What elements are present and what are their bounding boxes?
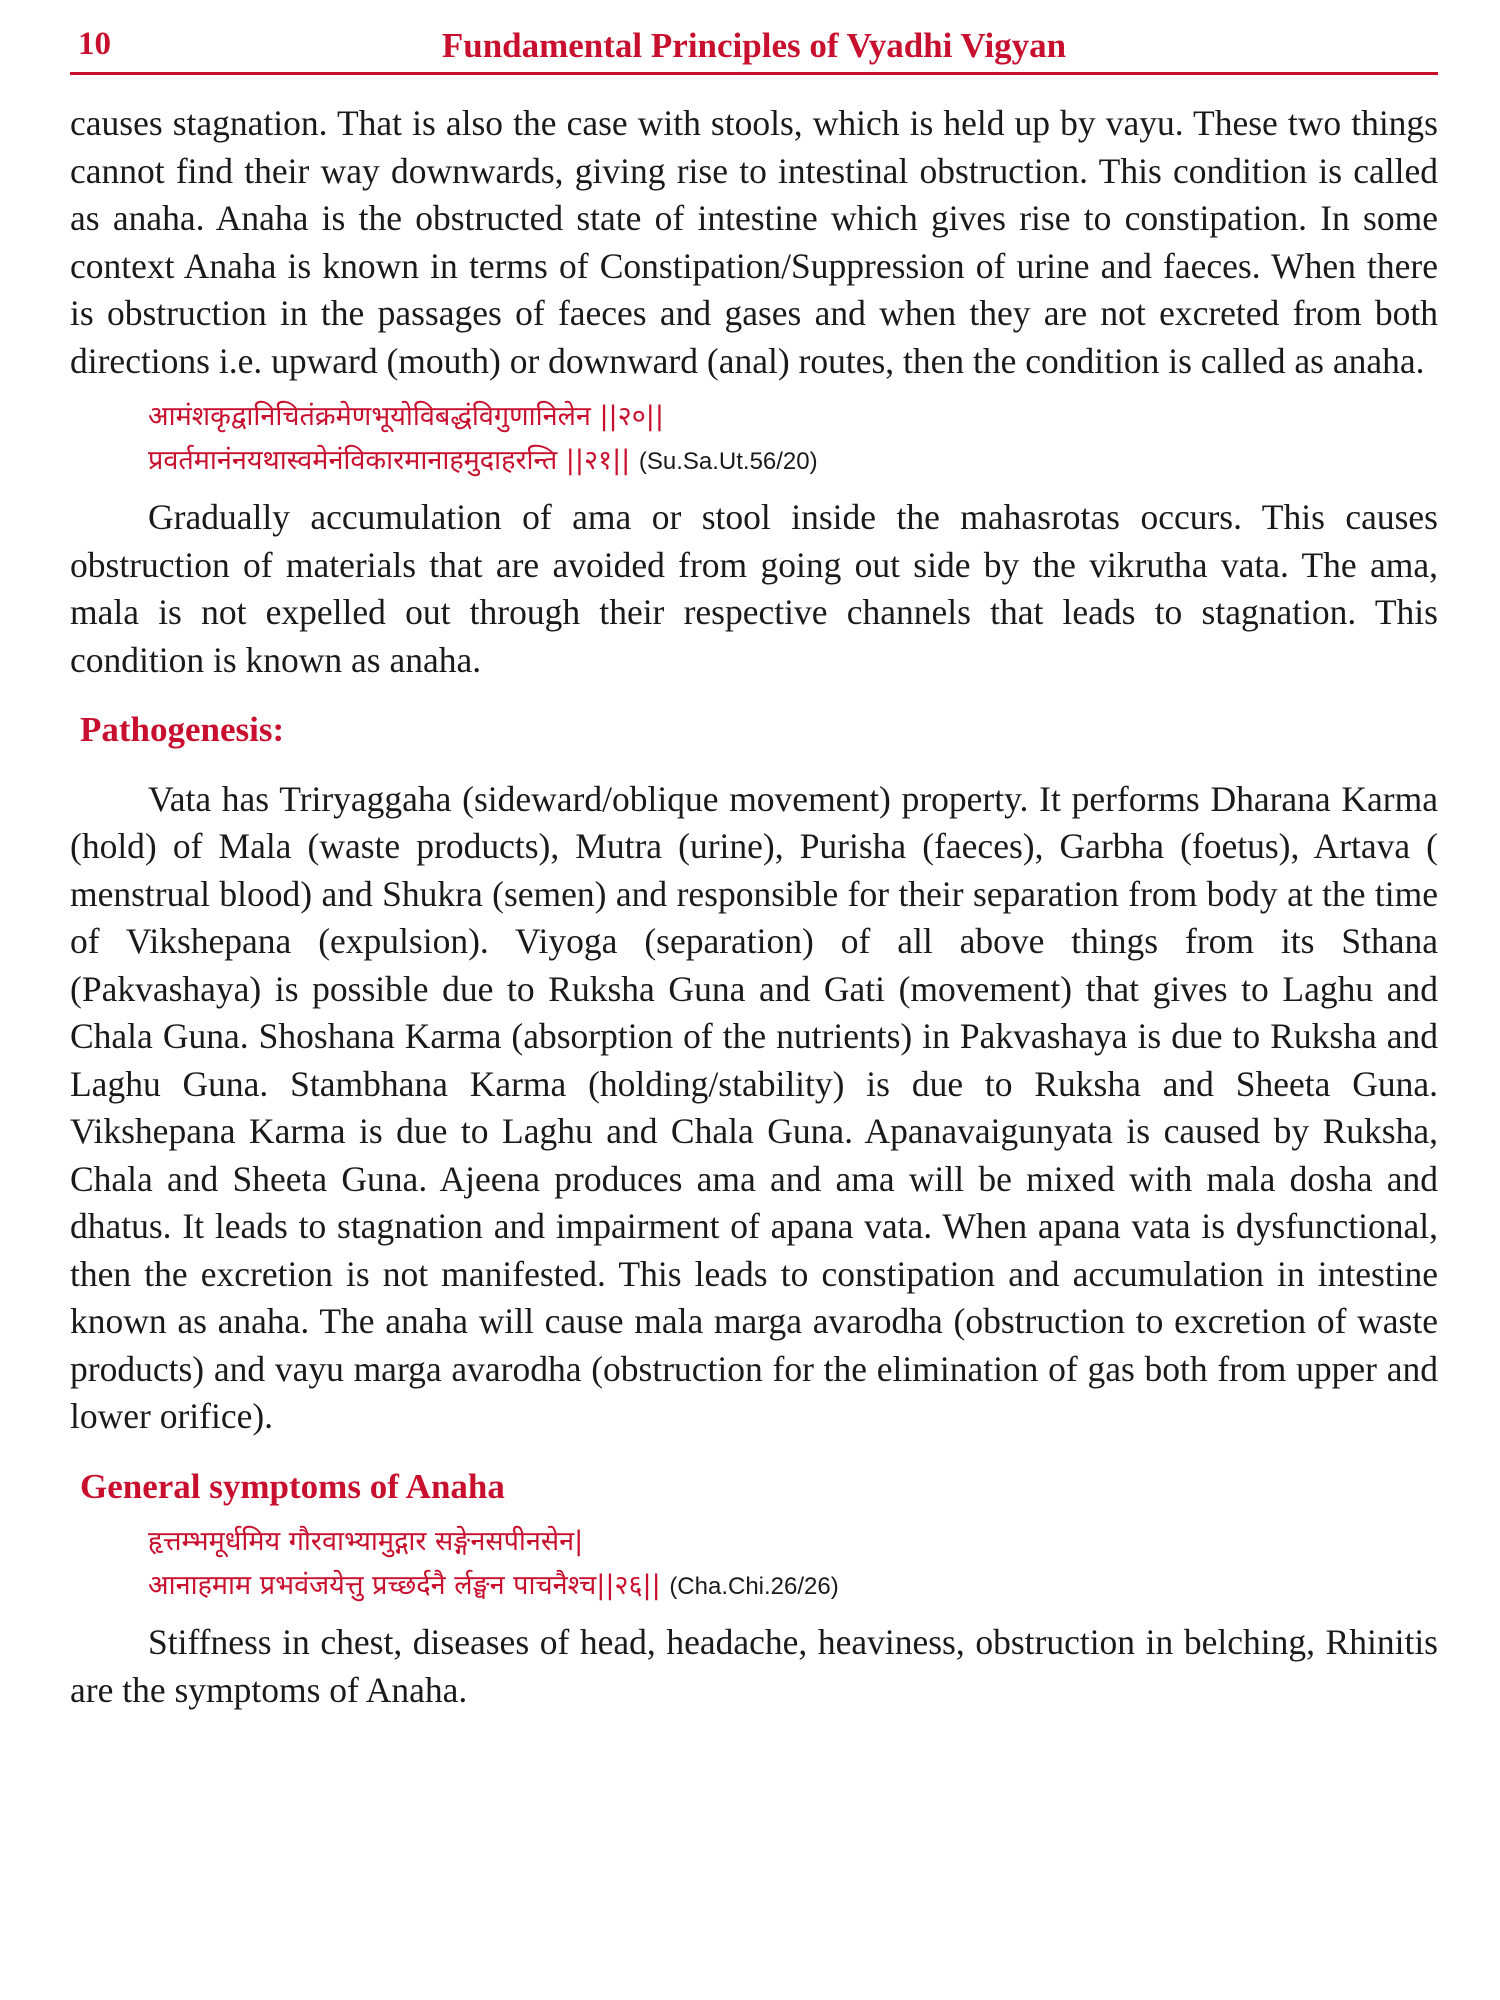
sloka-reference: (Su.Sa.Ut.56/20) <box>638 448 818 475</box>
paragraph-accumulation: Gradually accumulation of ama or stool inside the mahasrotas occurs. This causes obstruction of materials that are avoided from going out side by the vikrutha vata. The ama, mala is not expelled out through their respective channels that leads to stagnation. This condition is known as anaha. <box>70 497 1438 680</box>
page-header <box>70 22 1438 78</box>
header-rule <box>70 72 1438 75</box>
paragraph-pathogenesis: Vata has Triryaggaha (sideward/oblique movement) property. It performs Dharana Karma (hold) of Mala (waste products), Mutra (urine), Purisha (faeces), Garbha (foetus), Artava ( menstrual blood) and Shukra (semen) and responsible for their separation from body at the time of Vikshepana (expulsion). Viyoga (separation) of all above things from its Sthana (Pakvashaya) is possible due to Ruksha Guna and Gati (movement) that gives to Laghu and Chala Guna. Shoshana Karma (absorption of the nutrients) in Pakvashaya is due to Ruksha and Laghu Guna. Stambhana Karma (holding/stability) is due to Ruksha and Sheeta Guna. Vikshepana Karma is due to Laghu and Chala Guna. Apanavaigunyata is caused by Ruksha, Chala and Sheeta Guna. Ajeena produces ama and ama will be mixed with mala dosha and dhatus. It leads to stagnation and impairment of apana vata. When apana vata is dysfunctional, then the excretion is not manifested. This leads to constipation and accumulation in intestine known as anaha. The anaha will cause mala marga avarodha (obstruction to excretion of waste products) and vayu marga avarodha (obstruction for the elimination of gas both from upper and lower orifice). <box>70 778 1438 1436</box>
sloka-line <box>70 1564 1438 1609</box>
sloka-text: प्रवर्तमानंनयथास्वमेनंविकारमानाहमुदाहरन्ति ||२१|| <box>148 445 631 476</box>
heading-general-symptoms: General symptoms of Anaha <box>80 1466 505 1506</box>
sloka-line <box>70 439 1438 484</box>
running-title: Fundamental Principles of Vyadhi Vigyan <box>441 26 1067 65</box>
sloka-line <box>70 1520 1438 1564</box>
heading-pathogenesis: Pathogenesis: <box>80 710 285 749</box>
paragraph-intro: causes stagnation. That is also the case with stools, which is held up by vayu. These two things cannot find their way downwards, giving rise to intestinal obstruction. This condition is called as anaha. Anaha is the obstructed state of intestine which gives rise to constipation. In some context Anaha is known in terms of Constipation/Suppression of urine and faeces. When there is obstruction in the passages of faeces and gases and when they are not excreted from both directions i.e. upward (mouth) or downward (anal) routes, then the condition is called as anaha. <box>70 103 1438 381</box>
page-body <box>70 100 1438 1714</box>
sloka-line <box>70 395 1438 439</box>
paragraph-symptoms: Stiffness in chest, diseases of head, headache, heaviness, obstruction in belching, Rhinitis are the symptoms of Anaha. <box>70 1622 1438 1710</box>
sloka-text: हृत्तम्भमूर्धमिय गौरवाभ्यामुद्गार सङ्गेनसपीनसेन| <box>148 1526 584 1557</box>
sloka-text: आमंशकृद्वानिचितंक्रमेणभूयोविबद्धंविगुणानिलेन ||२०|| <box>148 401 664 432</box>
sloka-reference: (Cha.Chi.26/26) <box>669 1573 839 1600</box>
page-number: 10 <box>78 26 111 62</box>
sloka-text: आनाहमाम प्रभवंजयेत्तु प्रच्छर्दनै र्लङ्घन पाचनैश्च||२६|| <box>148 1570 661 1601</box>
